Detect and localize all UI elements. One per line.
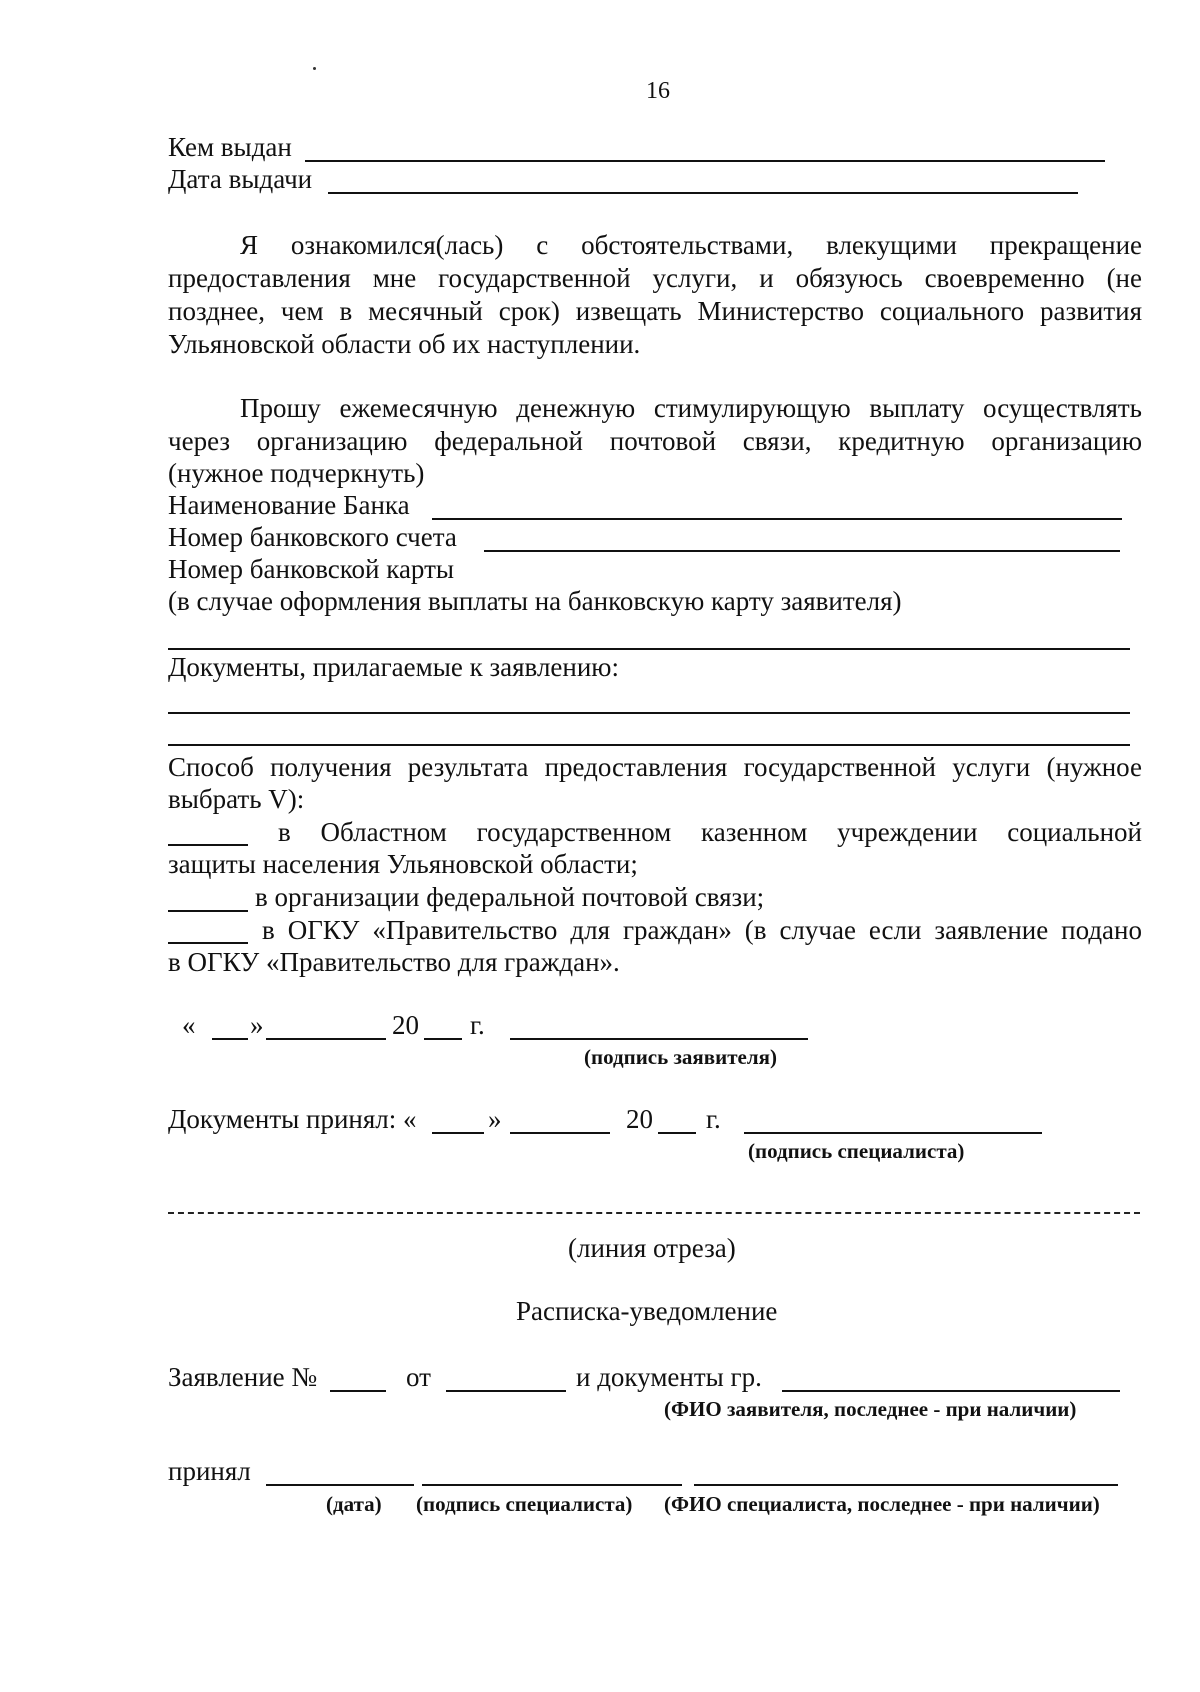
receipt-applicant-caption: (ФИО заявителя, последнее - при наличии): [664, 1397, 1077, 1421]
issue-date-label: Дата выдачи: [168, 164, 313, 194]
docs-accepted-caption: (подпись специалиста): [748, 1139, 965, 1163]
page-number: 16: [646, 78, 670, 104]
method-line-1: Способ получения результата предоставления государственной услуги (нужное: [168, 752, 1142, 782]
documents-field-1[interactable]: [168, 712, 1130, 714]
payment-line-1: Прошу ежемесячную денежную стимулирующую выплату осуществлять: [240, 393, 1142, 423]
ack-line-4: Ульяновской области об их наступлении.: [168, 329, 641, 359]
applicant-date-year-field[interactable]: [424, 1038, 462, 1040]
docs-accepted-year-prefix: 20: [626, 1104, 653, 1134]
scan-speck: [313, 67, 316, 70]
applicant-date-close-quote: »: [250, 1010, 264, 1040]
method-option-3-line-1: в ОГКУ «Правительство для граждан» (в случае если заявление подано: [262, 915, 1142, 945]
method-option-2: в организации федеральной почтовой связи;: [255, 882, 765, 912]
applicant-date-year-suffix: г.: [470, 1010, 485, 1040]
ack-line-1: Я ознакомился(лась) с обстоятельствами, влекущими прекращение: [240, 230, 1142, 260]
receipt-application-label: Заявление №: [168, 1362, 318, 1392]
receipt-applicant-name-field[interactable]: [782, 1390, 1120, 1392]
receipt-specialist-caption: (ФИО специалиста, последнее - при наличии): [664, 1492, 1100, 1516]
card-number-field[interactable]: [168, 648, 1130, 650]
receipt-date-field[interactable]: [446, 1390, 566, 1392]
method-option-1-line-1: в Областном государственном казенном учреждении социальной: [278, 817, 1142, 847]
docs-accepted-close-quote: »: [488, 1104, 502, 1134]
payment-line-3: (нужное подчеркнуть): [168, 458, 425, 488]
receipt-accepted-signature-field[interactable]: [422, 1484, 682, 1486]
ack-line-2: предоставления мне государственной услуги, и обязуюсь своевременно (не: [168, 263, 1142, 293]
receipt-accepted-label: принял: [168, 1456, 251, 1486]
docs-accepted-day-field[interactable]: [432, 1132, 484, 1134]
account-number-field[interactable]: [484, 550, 1120, 552]
payment-line-2: через организацию федеральной почтовой связи, кредитную организацию: [168, 426, 1142, 456]
card-note: (в случае оформления выплаты на банковскую карту заявителя): [168, 586, 902, 616]
docs-accepted-year-suffix: г.: [706, 1104, 721, 1134]
applicant-date-open-quote: «: [182, 1010, 196, 1040]
receipt-date-caption: (дата): [326, 1492, 382, 1516]
receipt-documents-label: и документы гр.: [576, 1362, 762, 1392]
receipt-signature-caption: (подпись специалиста): [416, 1492, 633, 1516]
docs-accepted-month-field[interactable]: [510, 1132, 610, 1134]
docs-accepted-year-field[interactable]: [658, 1132, 696, 1134]
applicant-date-month-field[interactable]: [266, 1038, 386, 1040]
method-option-3-check[interactable]: [168, 942, 248, 944]
docs-accepted-label: Документы принял: «: [168, 1104, 417, 1134]
applicant-date-day-field[interactable]: [212, 1038, 248, 1040]
cut-line: [168, 1212, 1140, 1214]
receipt-from-label: от: [406, 1362, 431, 1392]
cut-line-label: (линия отреза): [568, 1233, 736, 1263]
account-number-label: Номер банковского счета: [168, 522, 457, 552]
ack-line-3: позднее, чем в месячный срок) извещать Министерство социального развития: [168, 296, 1142, 326]
method-line-2: выбрать V):: [168, 784, 305, 814]
method-option-1-line-2: защиты населения Ульяновской области;: [168, 849, 638, 879]
issue-date-field[interactable]: [328, 192, 1078, 194]
documents-field-2[interactable]: [168, 744, 1130, 746]
receipt-accepted-date-field[interactable]: [266, 1484, 414, 1486]
docs-accepted-signature-field[interactable]: [744, 1132, 1042, 1134]
method-option-3-line-2: в ОГКУ «Правительство для граждан».: [168, 947, 620, 977]
issued-by-field[interactable]: [305, 160, 1105, 162]
applicant-date-year-prefix: 20: [392, 1010, 419, 1040]
receipt-specialist-name-field[interactable]: [694, 1484, 1118, 1486]
bank-name-label: Наименование Банка: [168, 490, 410, 520]
documents-label: Документы, прилагаемые к заявлению:: [168, 652, 619, 682]
bank-name-field[interactable]: [432, 518, 1122, 520]
method-option-1-check[interactable]: [168, 844, 248, 846]
receipt-application-number-field[interactable]: [330, 1390, 386, 1392]
applicant-signature-caption: (подпись заявителя): [584, 1045, 777, 1069]
card-number-label: Номер банковской карты: [168, 554, 455, 584]
method-option-2-check[interactable]: [168, 910, 248, 912]
applicant-signature-field[interactable]: [510, 1038, 808, 1040]
receipt-title: Расписка-уведомление: [516, 1296, 778, 1326]
issued-by-label: Кем выдан: [168, 132, 292, 162]
